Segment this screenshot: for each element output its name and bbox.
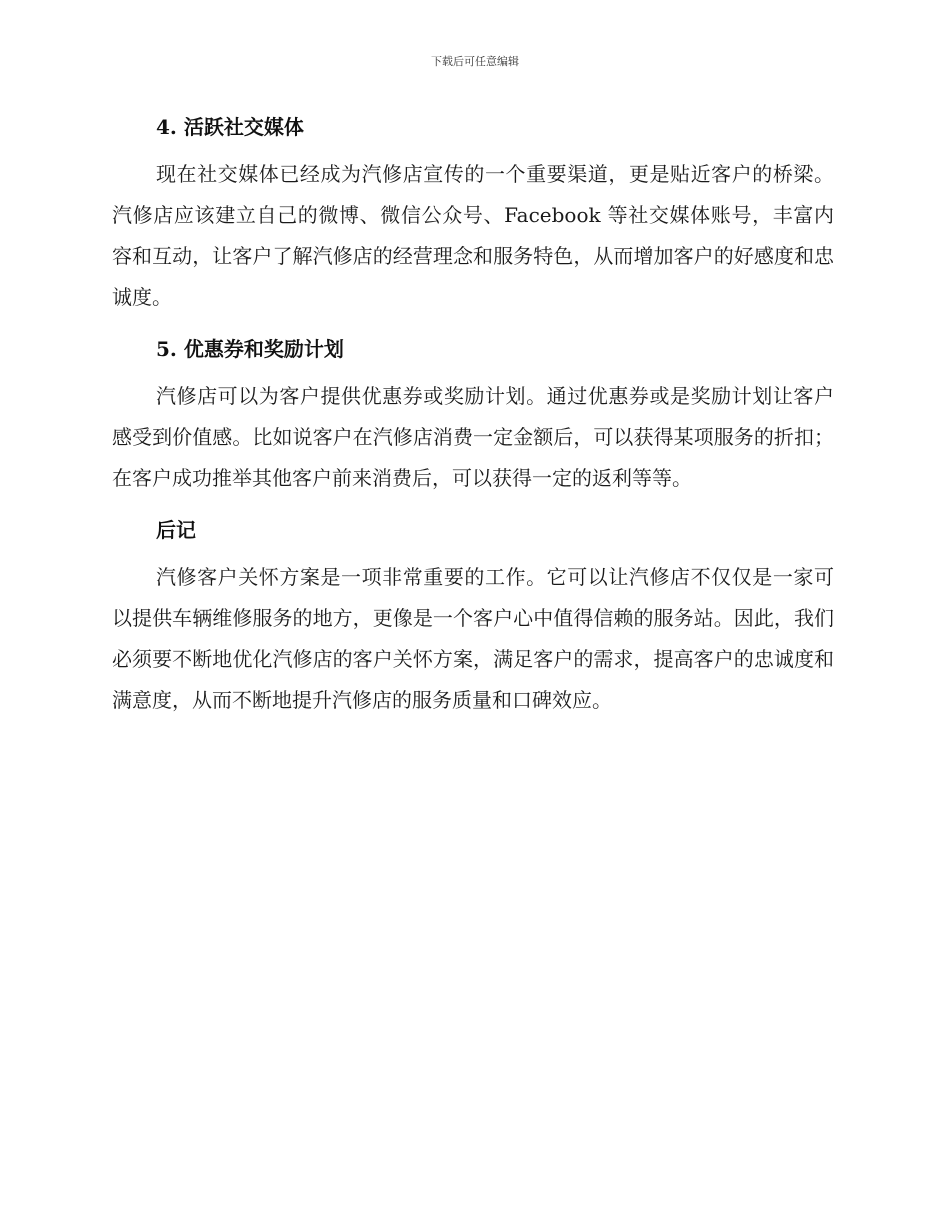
- section-heading-afterword: 后记: [156, 518, 196, 542]
- section-paragraph-afterword: 汽修客户关怀方案是一项非常重要的工作。它可以让汽修店不仅仅是一家可以提供车辆维修服务的地方，更像是一个客户心中值得信赖的服务站。因此，我们必须要不断地优化汽修店的客户关怀方案，满足客户的需求，提高客户的忠诚度和满意度，从而不断地提升汽修店的服务质量和口碑效应。: [112, 565, 834, 712]
- header-note: 下载后可任意编辑: [431, 55, 519, 68]
- document-body: [112, 108, 834, 721]
- section-paragraph-social-media: 现在社交媒体已经成为汽修店宣传的一个重要渠道，更是贴近客户的桥梁。汽修店应该建立自己的微博、微信公众号、Facebook 等社交媒体账号，丰富内容和互动，让客户了解汽修店的经营理念和服务特色，从而增加客户的好感度和忠诚度。: [112, 162, 834, 309]
- section-paragraph-coupons-rewards: 汽修店可以为客户提供优惠券或奖励计划。通过优惠券或是奖励计划让客户感受到价值感。比如说客户在汽修店消费一定金额后，可以获得某项服务的折扣；在客户成功推举其他客户前来消费后，可以获得一定的返利等等。: [112, 384, 834, 490]
- section-heading-coupons-rewards: 5. 优惠券和奖励计划: [156, 337, 344, 361]
- section-heading-social-media: 4. 活跃社交媒体: [156, 115, 304, 139]
